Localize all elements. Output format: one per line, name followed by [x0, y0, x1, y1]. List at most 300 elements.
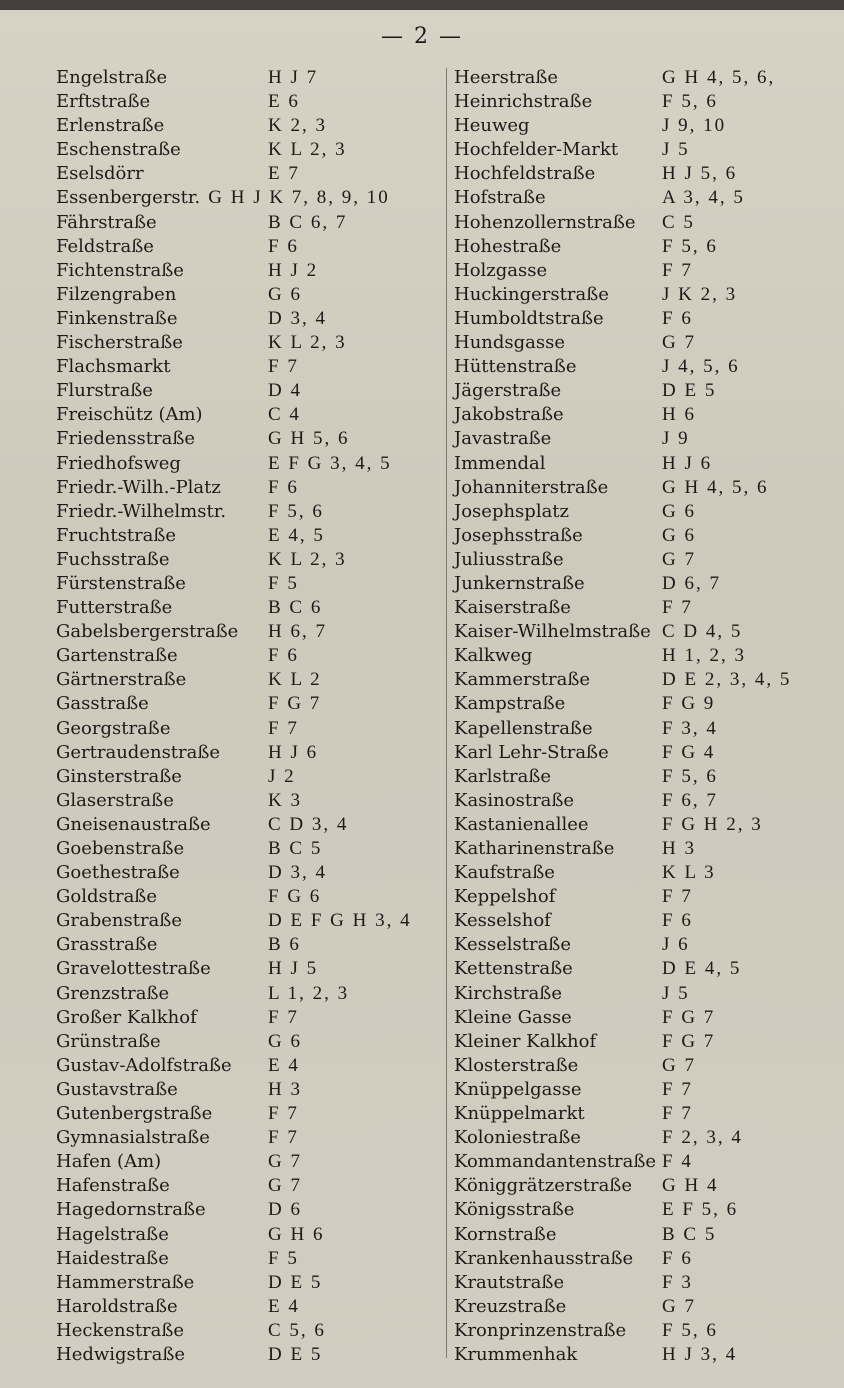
grid-reference: C 5, 6 [268, 1319, 326, 1341]
grid-reference: E 4 [268, 1295, 300, 1317]
street-name: Hafenstraße [56, 1175, 170, 1197]
street-name: Heuweg [454, 115, 530, 137]
street-name: Gravelottestraße [56, 958, 211, 980]
grid-reference: D E 5 [268, 1271, 323, 1293]
grid-reference: F 4 [662, 1151, 693, 1173]
street-name: Grabenstraße [56, 910, 182, 932]
street-name: Heerstraße [454, 67, 559, 88]
grid-reference: K L 2, 3 [268, 139, 347, 161]
grid-reference: F 6, 7 [662, 789, 718, 811]
grid-reference: F G 7 [662, 1030, 716, 1052]
street-entry [454, 572, 824, 596]
street-entry [56, 403, 434, 427]
street-entry [454, 644, 824, 668]
grid-reference: F 7 [662, 259, 693, 281]
street-entry [56, 1223, 434, 1247]
street-name: Kreuzstraße [454, 1295, 567, 1317]
street-name: Goethestraße [56, 862, 180, 884]
grid-reference: G 7 [268, 1175, 302, 1197]
grid-reference: F 5, 6 [268, 500, 324, 522]
street-entry [56, 452, 434, 476]
street-name: Klosterstraße [454, 1054, 579, 1076]
street-name: Hafen (Am) [56, 1151, 162, 1173]
street-name: Hohestraße [454, 235, 562, 257]
street-entry [454, 1319, 824, 1343]
street-name: Gutenbergstraße [56, 1103, 213, 1125]
street-name: Kaiserstraße [454, 597, 571, 619]
street-entry [56, 211, 434, 235]
grid-reference: B C 6, 7 [268, 211, 348, 233]
street-entry [56, 1343, 434, 1367]
street-entry [454, 837, 824, 861]
street-name: Hammerstraße [56, 1271, 195, 1293]
street-entry [454, 1030, 824, 1054]
street-entry [454, 186, 824, 210]
grid-reference: J 2 [268, 765, 296, 787]
grid-reference: F 3, 4 [662, 717, 718, 739]
grid-reference: G 6 [268, 1030, 302, 1052]
grid-reference: C 5 [662, 211, 695, 233]
street-name: Knüppelmarkt [454, 1103, 585, 1125]
street-name: Gustavstraße [56, 1078, 178, 1100]
grid-reference: C 4 [268, 404, 301, 426]
street-entry [56, 1078, 434, 1102]
street-name: Huckingerstraße [454, 283, 609, 305]
street-entry [454, 379, 824, 403]
street-name: Kammerstraße [454, 669, 591, 691]
street-entry [454, 355, 824, 379]
grid-reference: G H J K 7, 8, 9, 10 [208, 187, 390, 209]
street-entry [56, 379, 434, 403]
street-name: Finkenstraße [56, 307, 178, 329]
street-name: Grünstraße [56, 1030, 161, 1052]
grid-reference: D E 5 [662, 380, 717, 402]
grid-reference: J 4, 5, 6 [662, 356, 740, 378]
grid-reference: J 5 [662, 982, 690, 1004]
street-name: Haroldstraße [56, 1295, 178, 1317]
street-entry [56, 1102, 434, 1126]
right-column [454, 66, 824, 1367]
grid-reference: F G 9 [662, 693, 716, 715]
street-entry [56, 789, 434, 813]
street-entry [454, 957, 824, 981]
street-entry [56, 909, 434, 933]
street-name: Gymnasialstraße [56, 1127, 210, 1149]
street-entry [56, 331, 434, 355]
street-entry [454, 1102, 824, 1126]
street-entry [454, 1271, 824, 1295]
street-name: Kasinostraße [454, 789, 575, 811]
grid-reference: F 5 [268, 1247, 299, 1269]
street-entry [56, 476, 434, 500]
grid-reference: G 7 [662, 1295, 696, 1317]
street-entry [56, 692, 434, 716]
street-entry [56, 982, 434, 1006]
street-name: Krummenhak [454, 1343, 578, 1365]
grid-reference: E F G 3, 4, 5 [268, 452, 392, 474]
street-name: Hundsgasse [454, 332, 566, 354]
street-name: Fruchtstraße [56, 524, 177, 546]
street-name: Koloniestraße [454, 1127, 581, 1149]
street-entry [56, 1126, 434, 1150]
street-name: Katharinenstraße [454, 838, 615, 859]
street-name: Futterstraße [56, 597, 173, 619]
street-name: Gustav-Adolfstraße [56, 1054, 232, 1076]
grid-reference: G H 5, 6 [268, 428, 350, 450]
street-name: Filzengraben [56, 283, 177, 305]
street-name: Hochfeldstraße [454, 163, 596, 185]
street-name: Gartenstraße [56, 645, 178, 667]
street-entry [56, 138, 434, 162]
street-name: Königgrätzerstraße [454, 1175, 632, 1197]
street-entry [454, 524, 824, 548]
street-entry [454, 1343, 824, 1367]
street-entry [56, 1198, 434, 1222]
street-name: Georgstraße [56, 717, 171, 739]
grid-reference: H 6 [662, 404, 696, 426]
street-entry [454, 1295, 824, 1319]
street-name: Heinrichstraße [454, 91, 593, 113]
grid-reference: C D 4, 5 [662, 621, 743, 643]
street-entry [454, 596, 824, 620]
street-entry [56, 1174, 434, 1198]
street-entry [454, 307, 824, 331]
grid-reference: D 4 [268, 380, 302, 402]
street-entry [56, 1150, 434, 1174]
street-name: Fährstraße [56, 211, 157, 233]
street-entry [454, 1078, 824, 1102]
grid-reference: G 6 [268, 283, 302, 305]
street-name: Kornstraße [454, 1223, 557, 1245]
grid-reference: K 3 [268, 789, 302, 811]
street-entry [56, 235, 434, 259]
street-entry [56, 1271, 434, 1295]
street-entry [56, 1030, 434, 1054]
grid-reference: J K 2, 3 [662, 283, 738, 305]
street-name: Glaserstraße [56, 789, 174, 811]
grid-reference: F 6 [268, 645, 299, 667]
grid-reference: F 6 [268, 235, 299, 257]
street-name: Gasstraße [56, 693, 149, 715]
street-entry [56, 259, 434, 283]
street-entry [454, 500, 824, 524]
street-name: Flurstraße [56, 380, 153, 402]
street-name: Kaufstraße [454, 862, 555, 884]
street-entry [454, 982, 824, 1006]
grid-reference: G 7 [662, 1054, 696, 1076]
street-entry [454, 909, 824, 933]
street-entry [56, 90, 434, 114]
street-name: Friedhofsweg [56, 452, 181, 474]
street-entry [56, 524, 434, 548]
street-entry [454, 1150, 824, 1174]
street-entry [454, 717, 824, 741]
grid-reference: H J 7 [268, 67, 319, 88]
street-name: Goldstraße [56, 886, 157, 908]
grid-reference: D 6 [268, 1199, 302, 1221]
street-entry [56, 933, 434, 957]
street-entry [454, 283, 824, 307]
street-name: Keppelshof [454, 886, 556, 908]
street-entry [454, 813, 824, 837]
street-name: Kesselstraße [454, 934, 571, 956]
grid-reference: J 9 [662, 428, 690, 450]
grid-reference: C D 3, 4 [268, 813, 349, 835]
street-entry [56, 66, 434, 90]
street-name: Knüppelgasse [454, 1078, 582, 1100]
street-entry [454, 1126, 824, 1150]
street-entry [56, 596, 434, 620]
street-name: Kapellenstraße [454, 717, 593, 739]
street-entry [56, 1054, 434, 1078]
grid-reference: G 7 [268, 1151, 302, 1173]
street-entry [56, 1319, 434, 1343]
street-name: Kesselshof [454, 910, 551, 932]
street-name: Javastraße [454, 428, 552, 450]
street-name: Kalkweg [454, 645, 533, 667]
street-name: Gärtnerstraße [56, 669, 187, 691]
street-name: Kettenstraße [454, 958, 573, 980]
street-entry [454, 1223, 824, 1247]
street-entry [454, 235, 824, 259]
grid-reference: D E F G H 3, 4 [268, 910, 412, 932]
street-entry [56, 668, 434, 692]
street-name: Holzgasse [454, 259, 548, 281]
street-entry [56, 957, 434, 981]
grid-reference: F G H 2, 3 [662, 813, 763, 835]
grid-reference: H J 2 [268, 259, 319, 281]
street-name: Hedwigstraße [56, 1343, 186, 1365]
street-entry [56, 837, 434, 861]
grid-reference: H 6, 7 [268, 621, 327, 643]
grid-reference: F 5, 6 [662, 235, 718, 257]
street-entry [56, 114, 434, 138]
grid-reference: E 6 [268, 91, 300, 113]
street-name: Kleiner Kalkhof [454, 1030, 597, 1052]
grid-reference: B C 5 [268, 838, 323, 859]
page-number: — 2 — [381, 24, 463, 49]
street-name: Grasstraße [56, 934, 158, 956]
street-name: Humboldtstraße [454, 307, 604, 329]
street-entry [56, 717, 434, 741]
street-name: Gabelsbergerstraße [56, 621, 239, 643]
street-name: Josephsstraße [454, 524, 583, 546]
street-name: Kommandantenstraße [454, 1151, 657, 1173]
street-name: Krankenhausstraße [454, 1247, 634, 1269]
grid-reference: A 3, 4, 5 [662, 187, 745, 209]
street-entry [56, 500, 434, 524]
street-entry [454, 259, 824, 283]
street-entry [454, 1054, 824, 1078]
grid-reference: F 7 [268, 356, 299, 378]
street-name: Fischerstraße [56, 332, 183, 354]
grid-reference: F 6 [662, 1247, 693, 1269]
street-entry [454, 114, 824, 138]
street-entry [56, 283, 434, 307]
street-entry [454, 1247, 824, 1271]
street-name: Hüttenstraße [454, 356, 577, 378]
street-name: Friedr.-Wilhelmstr. [56, 500, 227, 522]
street-name: Kaiser-Wilhelmstraße [454, 621, 651, 643]
street-entry [454, 138, 824, 162]
street-name: Hagedornstraße [56, 1199, 206, 1221]
street-name: Engelstraße [56, 67, 168, 88]
grid-reference: G H 4 [662, 1175, 719, 1197]
street-name: Krautstraße [454, 1271, 565, 1293]
grid-reference: F G 7 [662, 1006, 716, 1028]
street-name: Kastanienallee [454, 813, 589, 835]
grid-reference: D E 2, 3, 4, 5 [662, 669, 792, 691]
street-entry [454, 1198, 824, 1222]
grid-reference: D 6, 7 [662, 572, 721, 594]
street-entry [56, 620, 434, 644]
grid-reference: F 5 [268, 572, 299, 594]
grid-reference: F 7 [662, 1078, 693, 1100]
street-entry [56, 162, 434, 186]
street-entry [56, 355, 434, 379]
street-entry [56, 741, 434, 765]
street-name: Essenbergerstr. [56, 187, 201, 209]
street-name: Gertraudenstraße [56, 741, 221, 763]
street-name: Jägerstraße [454, 380, 562, 402]
street-entry [454, 331, 824, 355]
grid-reference: H J 6 [268, 741, 319, 763]
grid-reference: D E 4, 5 [662, 958, 742, 980]
street-entry [454, 211, 824, 235]
street-entry [454, 789, 824, 813]
street-entry [454, 620, 824, 644]
street-entry [454, 741, 824, 765]
grid-reference: H J 5, 6 [662, 163, 738, 185]
street-name: Fichtenstraße [56, 259, 184, 281]
street-entry [454, 765, 824, 789]
street-name: Hagelstraße [56, 1223, 169, 1245]
street-name: Karl Lehr-Straße [454, 741, 609, 763]
street-entry [454, 66, 824, 90]
grid-reference: F 6 [662, 910, 693, 932]
street-entry [56, 1006, 434, 1030]
street-name: Eselsdörr [56, 163, 144, 185]
grid-reference: J 6 [662, 934, 690, 956]
grid-reference: G 6 [662, 500, 696, 522]
street-entry [56, 765, 434, 789]
street-entry [454, 162, 824, 186]
column-divider [446, 68, 447, 1358]
street-entry [454, 861, 824, 885]
grid-reference: E F 5, 6 [662, 1199, 739, 1221]
street-name: Grenzstraße [56, 982, 170, 1004]
grid-reference: H 3 [662, 838, 696, 859]
grid-reference: F 7 [662, 597, 693, 619]
street-entry [56, 813, 434, 837]
street-name: Fuchsstraße [56, 548, 170, 570]
left-column [56, 66, 434, 1367]
street-entry [454, 885, 824, 909]
grid-reference: F 7 [268, 1006, 299, 1028]
street-name: Flachsmarkt [56, 356, 171, 378]
grid-reference: F 6 [662, 307, 693, 329]
grid-reference: F G 7 [268, 693, 322, 715]
street-name: Kronprinzenstraße [454, 1319, 627, 1341]
top-edge [0, 0, 844, 10]
grid-reference: D E 5 [268, 1343, 323, 1365]
street-name: Haidestraße [56, 1247, 169, 1269]
grid-reference: K 2, 3 [268, 115, 327, 137]
street-entry [56, 307, 434, 331]
grid-reference: B 6 [268, 934, 301, 956]
street-name: Feldstraße [56, 235, 154, 257]
grid-reference: E 4, 5 [268, 524, 325, 546]
street-entry [454, 476, 824, 500]
street-entry [454, 1006, 824, 1030]
grid-reference: G H 4, 5, 6, [662, 67, 776, 88]
street-entry [56, 186, 434, 210]
grid-reference: H 3 [268, 1078, 302, 1100]
street-entry [56, 1295, 434, 1319]
street-name: Kampstraße [454, 693, 566, 715]
grid-reference: F 7 [662, 886, 693, 908]
grid-reference: K L 3 [662, 862, 716, 884]
grid-reference: F 7 [268, 1127, 299, 1149]
street-name: Juliusstraße [454, 548, 564, 570]
grid-reference: G H 6 [268, 1223, 325, 1245]
street-entry [454, 548, 824, 572]
grid-reference: H J 5 [268, 958, 319, 980]
grid-reference: G 7 [662, 332, 696, 354]
grid-reference: F 2, 3, 4 [662, 1127, 743, 1149]
grid-reference: F 5, 6 [662, 765, 718, 787]
grid-reference: F 5, 6 [662, 91, 718, 113]
grid-reference: K L 2 [268, 669, 322, 691]
street-name: Eschenstraße [56, 139, 181, 161]
grid-reference: F 7 [268, 1103, 299, 1125]
grid-reference: J 9, 10 [662, 115, 727, 137]
grid-reference: D 3, 4 [268, 307, 327, 329]
street-name: Freischütz (Am) [56, 404, 203, 426]
grid-reference: D 3, 4 [268, 862, 327, 884]
grid-reference: F 6 [268, 476, 299, 498]
street-entry [56, 572, 434, 596]
street-name: Hofstraße [454, 187, 546, 209]
grid-reference: F 7 [662, 1103, 693, 1125]
street-name: Immendal [454, 452, 546, 474]
street-name: Hohenzollernstraße [454, 211, 636, 233]
street-name: Fürstenstraße [56, 572, 186, 594]
grid-reference: H J 6 [662, 452, 713, 474]
street-name: Friedr.-Wilh.-Platz [56, 476, 221, 498]
street-name: Jakobstraße [454, 404, 564, 426]
street-entry [454, 1174, 824, 1198]
street-name: Erlenstraße [56, 115, 165, 137]
street-entry [454, 90, 824, 114]
grid-reference: B C 6 [268, 597, 323, 619]
grid-reference: K L 2, 3 [268, 548, 347, 570]
street-name: Junkernstraße [454, 572, 585, 594]
street-name: Ginsterstraße [56, 765, 182, 787]
street-name: Johanniterstraße [454, 476, 609, 498]
grid-reference: F 5, 6 [662, 1319, 718, 1341]
grid-reference: F G 6 [268, 886, 322, 908]
grid-reference: H J 3, 4 [662, 1343, 738, 1365]
street-name: Heckenstraße [56, 1319, 185, 1341]
street-name: Goebenstraße [56, 838, 185, 859]
street-entry [454, 933, 824, 957]
grid-reference: B C 5 [662, 1223, 717, 1245]
street-entry [454, 427, 824, 451]
grid-reference: G 7 [662, 548, 696, 570]
grid-reference: G 6 [662, 524, 696, 546]
street-entry [56, 548, 434, 572]
